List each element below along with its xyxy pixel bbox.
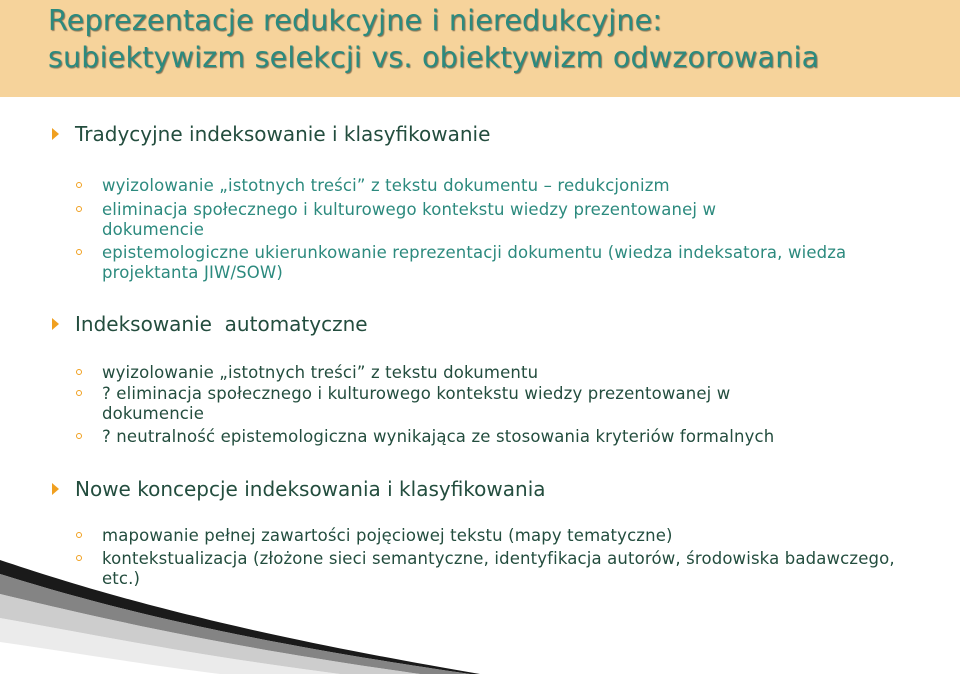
arrow-bullet-icon [52, 128, 59, 140]
bullet-text: ? eliminacja społecznego i kulturowego kontekstu wiedzy prezentowanej w dokumencie [102, 384, 731, 423]
arrow-bullet-icon [52, 318, 59, 330]
ring-bullet-icon [76, 369, 82, 375]
ring-bullet-icon [76, 206, 82, 212]
bullet-text: wyizolowanie „istotnych treści” z tekstu dokumentu [102, 363, 539, 382]
section-heading-new-concepts [52, 475, 546, 503]
bullet-text: epistemologiczne ukierunkowanie reprezentacji dokumentu (wiedza indeksatora, wiedza projektanta JIW/SOW) [102, 243, 847, 282]
ring-bullet-icon [76, 249, 82, 255]
section-heading-traditional [52, 120, 490, 148]
section-heading-automatic [52, 310, 368, 338]
title-line-1: Reprezentacje redukcyjne i nieredukcyjne: [48, 4, 663, 37]
ring-bullet-icon [76, 390, 82, 396]
ring-bullet-icon [76, 532, 82, 538]
arrow-bullet-icon [52, 483, 59, 495]
section-heading-label: Nowe koncepcje indeksowania i klasyfikowania [75, 477, 546, 501]
decorative-swoosh [0, 560, 480, 674]
section-heading-label: Indeksowanie automatyczne [75, 312, 368, 336]
title-line-2: subiektywizm selekcji vs. obiektywizm odwzorowania [48, 41, 820, 74]
ring-bullet-icon [76, 182, 82, 188]
bullet-text: kontekstualizacja (złożone sieci semantyczne, identyfikacja autorów, środowiska badawczego, etc.) [102, 549, 895, 588]
bullet-text: ? neutralność epistemologiczna wynikająca ze stosowania kryteriów formalnych [102, 427, 775, 446]
bullet-text: eliminacja społecznego i kulturowego kontekstu wiedzy prezentowanej w dokumencie [102, 200, 717, 239]
ring-bullet-icon [76, 433, 82, 439]
bullet-text: mapowanie pełnej zawartości pojęciowej tekstu (mapy tematyczne) [102, 526, 673, 545]
section-heading-label: Tradycyjne indeksowanie i klasyfikowanie [75, 122, 491, 146]
bullet-text: wyizolowanie „istotnych treści” z tekstu dokumentu – redukcjonizm [102, 176, 670, 195]
